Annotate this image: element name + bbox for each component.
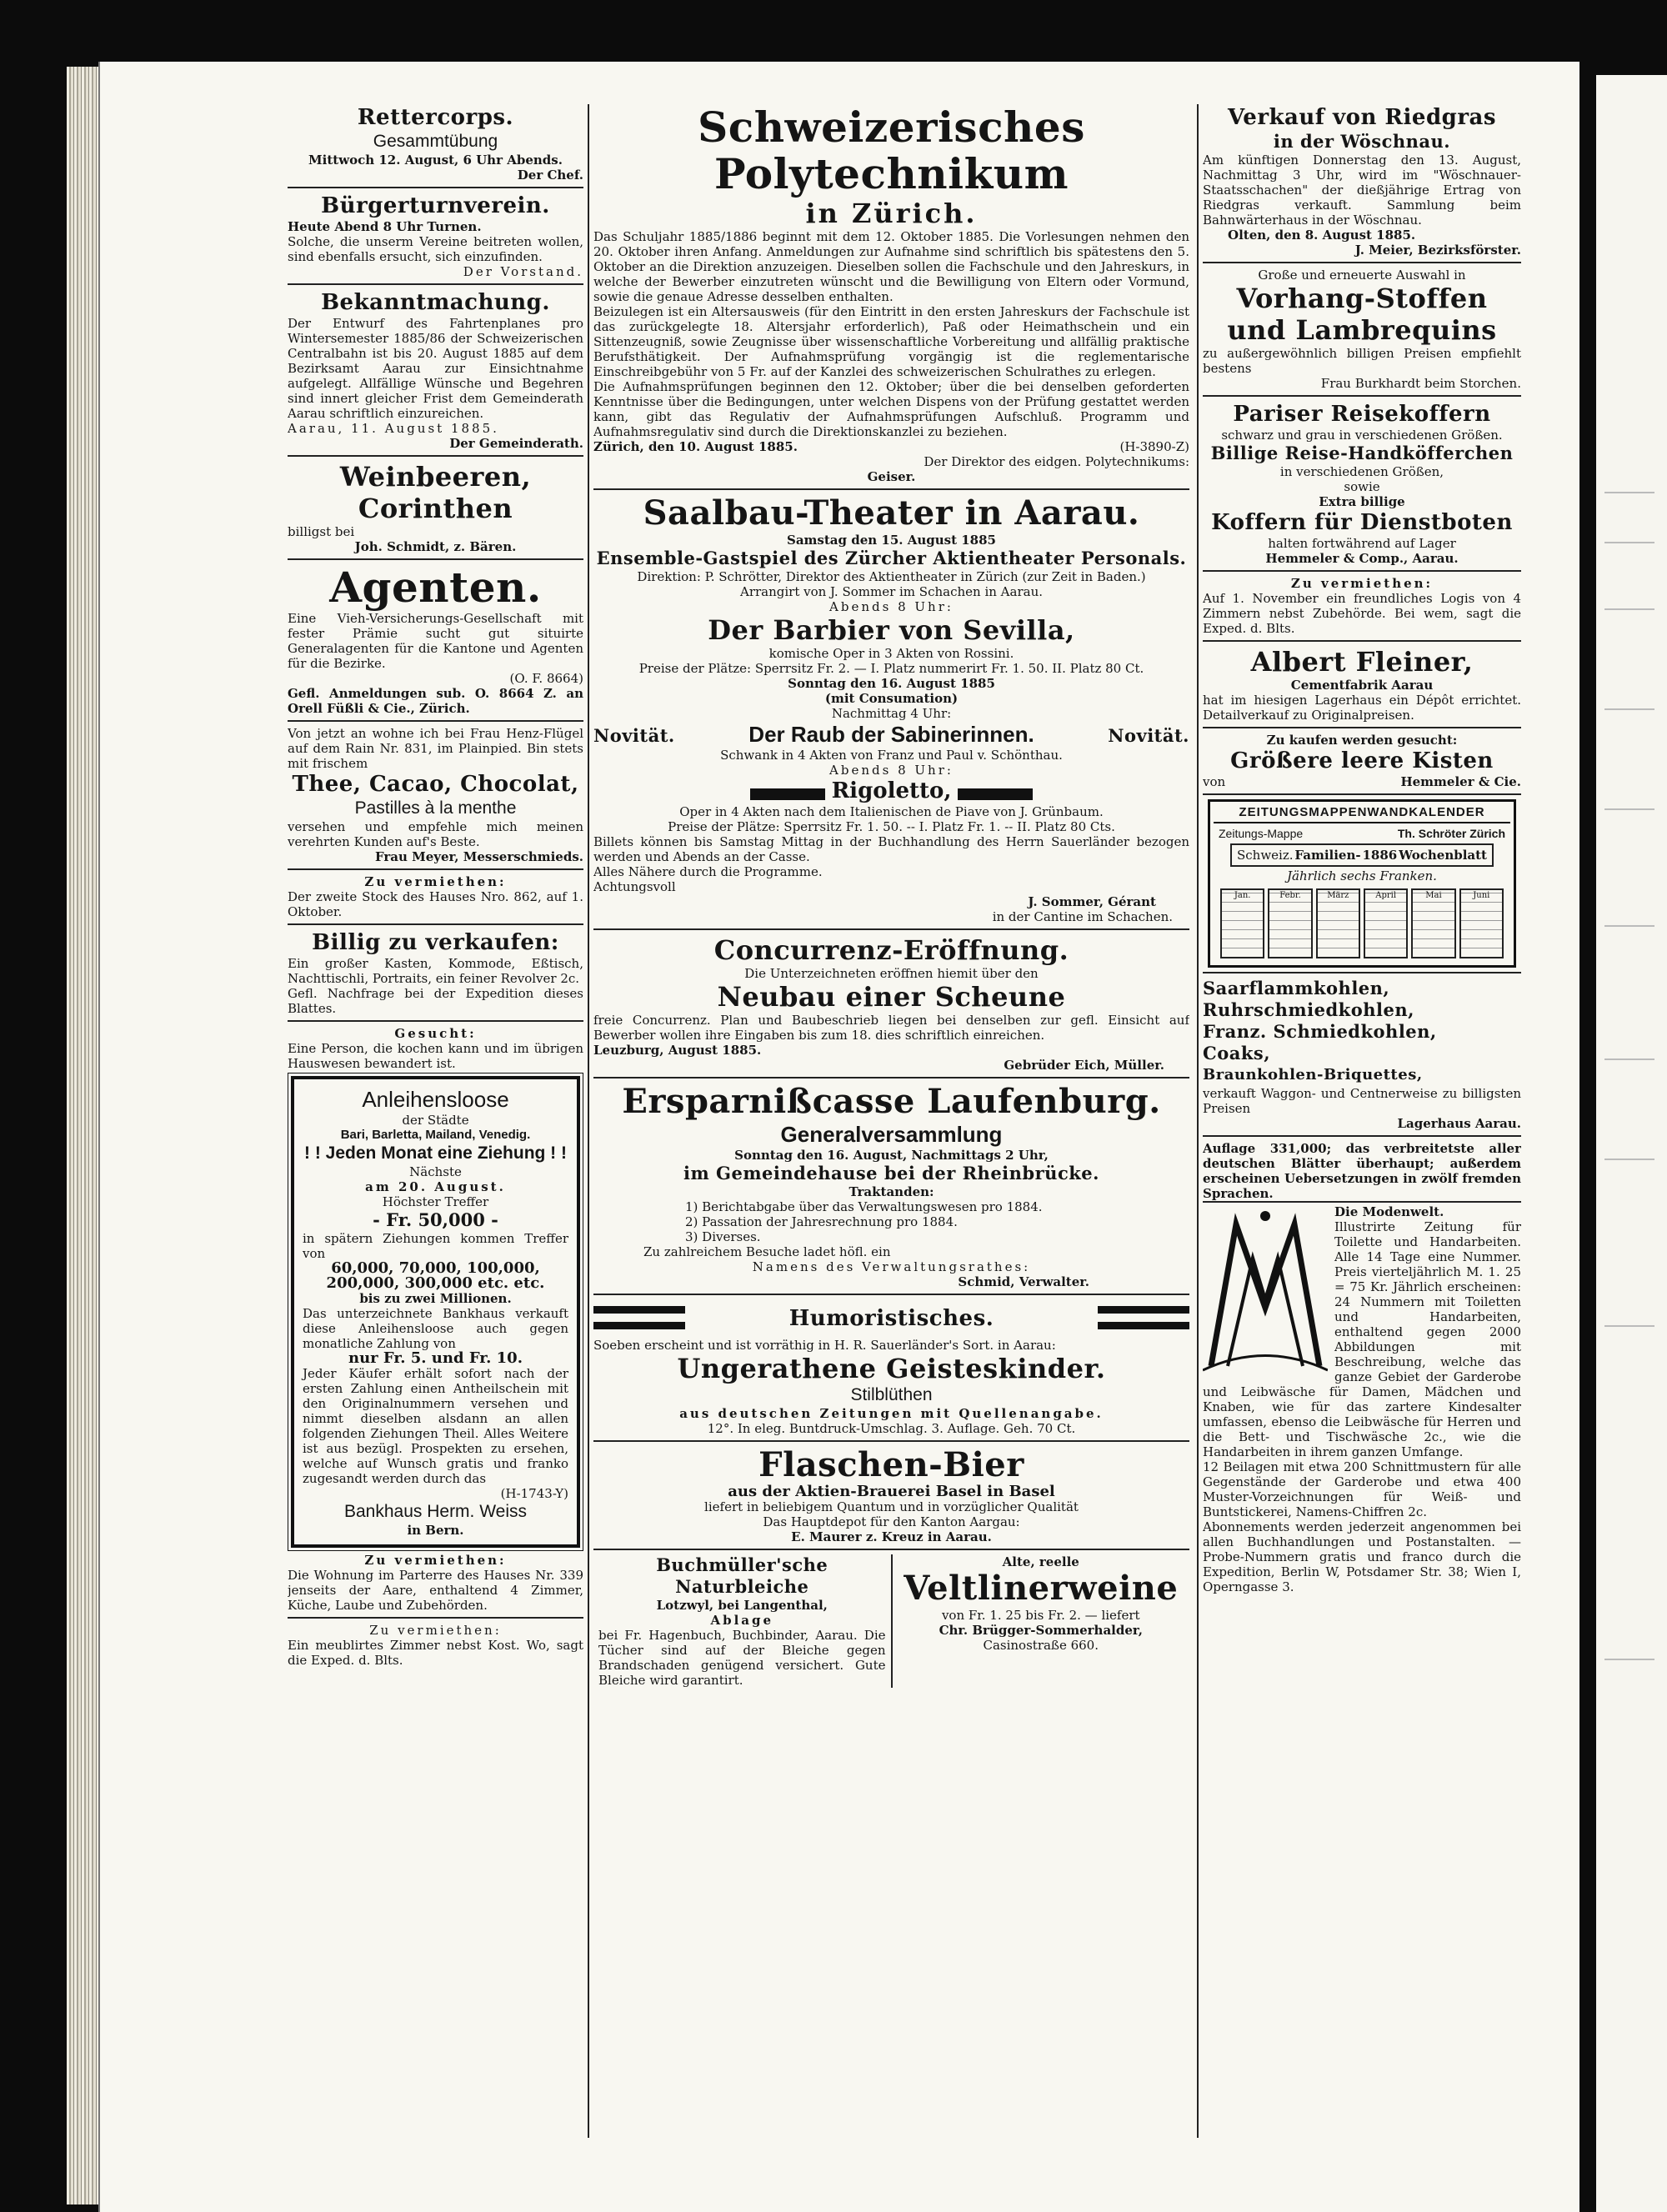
bottom-split xyxy=(593,1554,1189,1689)
ad-title: Franz. Schmiedkohlen, xyxy=(1203,1021,1437,1042)
ad-text: Schwank in 4 Akten von Franz und Paul v. Schönthau. xyxy=(720,748,1063,763)
ad-text: Eine Vieh-Versicherungs-Gesellschaft mit fester Prämie sucht gut situirte Generalagenten für die Kantone und Agenten für die Bezirke. xyxy=(288,611,583,671)
ad-text: Zeitungs-Mappe xyxy=(1219,827,1304,840)
ad-zu-vermiethen-3 xyxy=(288,1623,583,1668)
ad-title: Bekanntmachung. xyxy=(321,290,550,315)
ad-title: Verkauf von Riedgras xyxy=(1228,105,1496,130)
ad-subtitle: Größere leere Kisten xyxy=(1230,748,1494,773)
ad-title: und Lambrequins xyxy=(1227,314,1497,346)
ad-thee-cacao xyxy=(288,726,583,864)
ad-title: Der Barbier von Sevilla, xyxy=(708,614,1075,646)
ad-text: in verschiedenen Größen, xyxy=(1279,464,1444,479)
ad-kohlen xyxy=(1203,978,1521,1131)
ad-title: Saarflammkohlen, xyxy=(1203,978,1390,998)
ad-text: bis zu zwei Millionen. xyxy=(359,1291,512,1306)
ad-signature: Lagerhaus Aarau. xyxy=(1397,1116,1521,1131)
ad-naturbleiche xyxy=(593,1554,891,1688)
ad-text: Abends 8 Uhr: xyxy=(829,599,954,614)
ad-text: Illustrirte Zeitung für Toilette und Handarbeiten. Alle 14 Tage eine Nummer. Preis vierteljährlich M. 1. 25 = 75 Kr. Jährlich erscheinen: 24 Nummern mit Toiletten und Handarbeiten, enthaltend gegen 2000 Abbildungen mit Beschreibung, welche das ganze Gebiet der Garderobe und Leibwäsche für Damen, Mädchen und Knaben, wie für das zartere Kindesalter umfassen, ebenso die Leibwäsche für Herren und die Bett- und Tischwäsche 2c., wie die Handarbeiten in ihrem ganzen Umfange. xyxy=(1203,1219,1521,1459)
calendar-month: März xyxy=(1316,888,1360,958)
ad-text: Arrangirt von J. Sommer im Schachen in Aarau. xyxy=(739,584,1043,599)
ad-signature: Der Gemeinderath. xyxy=(449,436,583,451)
column-center xyxy=(593,104,1189,2129)
ad-text: von xyxy=(1203,774,1226,789)
ad-text: Direktion: P. Schrötter, Direktor des Aktientheater in Zürich (zur Zeit in Baden.) xyxy=(637,569,1146,584)
ad-text: 1886 xyxy=(1362,848,1398,863)
ad-wandkalender xyxy=(1208,799,1516,968)
ad-text: Nächste xyxy=(409,1164,462,1179)
ad-rettercorps xyxy=(288,104,583,183)
ad-price: Preise der Plätze: Sperrsitz Fr. 1. 50. -- I. Platz Fr. 1. -- II. Platz 80 Cts. xyxy=(668,819,1115,834)
ad-title: in der Wöschnau. xyxy=(1273,131,1451,152)
ad-text: Wochenblatt xyxy=(1399,848,1487,863)
agenda-item: 3) Diverses. xyxy=(685,1229,761,1244)
ad-title: Gesucht: xyxy=(394,1026,477,1041)
ad-weinbeeren xyxy=(288,461,583,554)
ad-text: Die Unterzeichneten eröffnen hiemit über den xyxy=(744,966,1039,981)
ad-polytechnikum xyxy=(593,104,1189,484)
ad-kisten-gesucht xyxy=(1203,733,1521,789)
ad-title: Veltlinerweine xyxy=(904,1569,1179,1608)
column-right xyxy=(1203,104,1521,2129)
ad-title: Pariser Reisekoffern xyxy=(1233,402,1491,427)
ad-price: von Fr. 1. 25 bis Fr. 2. — liefert xyxy=(941,1608,1140,1623)
calendar-month: Febr. xyxy=(1268,888,1312,958)
ad-text: Schweiz. xyxy=(1237,848,1294,863)
ad-text: Jeder Käufer erhält sofort nach der ersten Zahlung einen Antheilschein mit den Originalnummern versehen und nimmt dieselben alsdann an allen folgenden Ziehungen Theil. Alles Weitere ist aus bezügl. Prospekten zu ersehen, welche auf Wunsch gratis und franko zugesandt werden durch das xyxy=(303,1366,568,1486)
ad-text: Das Hauptdepot für den Kanton Aargau: xyxy=(763,1514,1020,1529)
ad-ersparnisscasse xyxy=(593,1083,1189,1289)
ad-title: Zu vermiethen: xyxy=(364,1553,507,1568)
novitaet-label: Novität. xyxy=(1108,725,1189,746)
ad-title: Zu vermiethen: xyxy=(364,874,507,889)
ad-signature: Casinostraße 660. xyxy=(983,1638,1099,1653)
ad-amount: 200,000, 300,000 etc. etc. xyxy=(326,1274,545,1292)
ad-title: Billig zu verkaufen: xyxy=(312,930,559,955)
ad-text: verkauft Waggon- und Centnerweise zu billigsten Preisen xyxy=(1203,1086,1521,1116)
ad-signature: Gebrüder Eich, Müller. xyxy=(1004,1058,1164,1073)
ad-text: Gefl. Anmeldungen sub. O. 8664 Z. an Orell Füßli & Cie., Zürich. xyxy=(288,686,583,716)
ad-text: sowie xyxy=(1344,479,1380,494)
ad-date: Sonntag den 16. August 1885 xyxy=(788,676,995,691)
ad-subtitle: Cementfabrik Aarau xyxy=(1290,678,1434,693)
agenda-item: 2) Passation der Jahresrechnung pro 1884. xyxy=(685,1214,958,1229)
calendar-month: Juni xyxy=(1459,888,1504,958)
ad-buergerturnverein xyxy=(288,193,583,279)
ad-text: Soeben erscheint und ist vorräthig in H. R. Sauerländer's Sort. in Aarau: xyxy=(593,1338,1056,1353)
ad-text: der Städte xyxy=(402,1113,469,1128)
ad-title: Weinbeeren, xyxy=(339,461,532,493)
ad-text: Mittwoch 12. August, 6 Uhr Abends. xyxy=(308,153,563,168)
ad-text: Namens des Verwaltungsrathes: xyxy=(752,1259,1031,1274)
ad-title: Flaschen-Bier xyxy=(758,1445,1024,1484)
ad-veltlinerweine xyxy=(891,1554,1190,1688)
ad-text: Achtungsvoll xyxy=(593,879,676,894)
ad-text: Familien- xyxy=(1294,848,1361,863)
ad-title: Humoristisches. xyxy=(788,1306,994,1331)
ad-text: Auflage 331,000; das verbreitetste aller deutschen Blätter überhaupt; außerdem erscheinen Uebersetzungen in zwölf fremden Sprachen. xyxy=(1203,1141,1521,1201)
ad-text: Alte, reelle xyxy=(1002,1554,1079,1569)
ad-text: Auf 1. November ein freundliches Logis von 4 Zimmern nebst Zubehörde. Bei wem, sagt die Exped. d. Blts. xyxy=(1203,591,1521,636)
ad-text: Alles Nähere durch die Programme. xyxy=(593,864,823,879)
ad-bekanntmachung xyxy=(288,289,583,451)
ad-gesucht xyxy=(288,1026,583,1071)
ad-title: Concurrenz-Eröffnung. xyxy=(713,934,1069,966)
column-left xyxy=(288,104,583,2129)
ad-billig-verkaufen xyxy=(288,929,583,1016)
ad-text: Abonnements werden jederzeit angenommen bei allen Buchhandlungen und Postanstalten. — Probe-Nummern gratis und franco durch die Expedition, Berlin W, Potsdamer Str. 38; Wien I, Operngasse 3. xyxy=(1203,1519,1521,1594)
calendar-grid xyxy=(1220,888,1504,958)
ad-text: zu außergewöhnlich billigen Preisen empfiehlt bestens xyxy=(1203,346,1521,376)
ad-title: ZEITUNGSMAPPENWANDKALENDER xyxy=(1214,805,1510,823)
ad-amount: 60,000, 70,000, 100,000, xyxy=(331,1259,540,1277)
ad-text: komische Oper in 3 Akten von Rossini. xyxy=(768,646,1014,661)
ad-signature: Frau Burkhardt beim Storchen. xyxy=(1320,376,1521,391)
ad-title: Thee, Cacao, Chocolat, xyxy=(292,772,579,797)
adjacent-page-margin xyxy=(1596,75,1667,2212)
modenwelt-monogram-icon xyxy=(1203,1208,1328,1374)
ad-signature: Geiser. xyxy=(867,469,916,484)
ad-signature: Joh. Schmidt, z. Bären. xyxy=(354,539,517,554)
ad-title: Zu vermiethen: xyxy=(1290,576,1434,591)
ad-text: Heute Abend 8 Uhr Turnen. xyxy=(288,219,482,234)
ad-subtitle: Gesammtübung xyxy=(373,132,498,151)
ad-text: Billets können bis Samstag Mittag in der Buchhandlung des Herrn Sauerländer bezogen werden und Abends an der Casse. xyxy=(593,834,1189,864)
ad-signature: Hemmeler & Cie. xyxy=(1400,774,1521,789)
raub-line xyxy=(593,721,1189,748)
ad-text: in spätern Ziehungen kommen Treffer von xyxy=(303,1231,568,1261)
ad-date: am 20. August. xyxy=(365,1179,506,1194)
calendar-month: April xyxy=(1364,888,1408,958)
ad-title: Der Raub der Sabinerinnen. xyxy=(748,722,1034,747)
ad-text: Ein großer Kasten, Kommode, Eßtisch, Nachttischli, Portraits, ein feiner Revolver 2c. xyxy=(288,956,583,986)
calendar-month: Mai xyxy=(1411,888,1455,958)
ad-humoristisches xyxy=(593,1299,1189,1436)
ad-price: 12°. In eleg. Buntdruck-Umschlag. 3. Auflage. Geh. 70 Ct. xyxy=(707,1421,1076,1436)
ad-title: Bürgerturnverein. xyxy=(321,193,550,218)
ad-auflage xyxy=(1203,1141,1521,1203)
ad-subtitle: Billige Reise-Handköfferchen xyxy=(1210,443,1514,463)
ad-subtitle: Stilblüthen xyxy=(850,1385,933,1404)
ad-zu-vermiethen-1 xyxy=(288,874,583,919)
ad-albert-fleiner xyxy=(1203,646,1521,723)
ad-text: versehen und empfehle mich meinen verehrten Kunden auf's Beste. xyxy=(288,819,583,849)
ad-signature: Der Chef. xyxy=(517,168,583,183)
ad-text: im Gemeindehause bei der Rheinbrücke. xyxy=(683,1163,1099,1184)
ad-title: Buchmüller'sche Naturbleiche xyxy=(656,1554,828,1597)
column-rule-1 xyxy=(588,104,589,2138)
ad-date: Samstag den 15. August 1885 xyxy=(787,533,996,548)
book-page-edges xyxy=(67,67,102,2204)
ad-date: Olten, den 8. August 1885. xyxy=(1228,228,1416,243)
ad-text: Traktanden: xyxy=(849,1184,934,1199)
ad-text: (mit Consumation) xyxy=(824,691,959,706)
ad-text: Große und erneuerte Auswahl in xyxy=(1258,268,1466,283)
ad-zu-vermiethen-2 xyxy=(288,1553,583,1613)
ad-reference: (H-1743-Y) xyxy=(500,1486,568,1501)
ad-text: Die Aufnahmsprüfungen beginnen den 12. Oktober; über die bei denselben geforderten Kenntnisse über die Bedingungen, unter welchen Dispens von der Prüfung gestattet werden kann, gibt das Regulativ der Aufnahmsprüfungen Aufschluß. Programm und Aufnahmsregulativ sind durch die Direktionskanzlei zu beziehen. xyxy=(593,379,1189,439)
ad-reference: (O. F. 8664) xyxy=(509,671,583,686)
ad-text: Solche, die unserm Vereine beitreten wollen, sind ebenfalls ersucht, sich einzufinden. xyxy=(288,234,583,264)
ad-anleihensloose xyxy=(291,1076,580,1548)
ad-text: Am künftigen Donnerstag den 13. August, Nachmittag 3 Uhr, wird im "Wöschnauer-Staatsschachen" der dießjährige Ertrag von Riedgras verkauft. Sammlung beim Bahnwärterhaus in der Wöschnau. xyxy=(1203,153,1521,228)
ad-title: Corinthen xyxy=(358,493,513,524)
ad-concurrenz xyxy=(593,934,1189,1073)
ad-title: Rettercorps. xyxy=(357,105,514,130)
ad-title: Koffern für Dienstboten xyxy=(1211,510,1513,535)
ad-modenwelt xyxy=(1203,1204,1521,1594)
column-rule-2 xyxy=(1197,104,1199,2138)
ad-signature: Frau Meyer, Messerschmieds. xyxy=(374,849,583,864)
ad-title: Saalbau-Theater in Aarau. xyxy=(643,493,1140,533)
ad-price: Preise der Plätze: Sperrsitz Fr. 2. — I. Platz nummerirt Fr. 1. 50. II. Platz 80 Ct. xyxy=(638,661,1144,676)
ad-date: Aarau, 11. August 1885. xyxy=(288,421,499,436)
ad-subtitle: ! ! Jeden Monat eine Ziehung ! ! xyxy=(304,1144,567,1163)
ad-text: Das unterzeichnete Bankhaus verkauft diese Anleihensloose auch gegen monatliche Zahlung von xyxy=(303,1306,568,1351)
ad-text: Bari, Barletta, Mailand, Venedig. xyxy=(340,1128,531,1142)
ad-text: Beizulegen ist ein Altersausweis (für den Eintritt in den ersten Jahreskurs der Fachschule ist das zurückgelegte 18. Altersjahr erforderlich), Paß oder Heimathschein und ein Sittenzeugniß, sowie Zeugnisse über wissenschaftliche Vorbereitung und allfällig praktische Berufsthätigkeit. Der Aufnahmsprüfung vorgängig ist die reglementarische Einschreibgebühr von 5 Fr. auf der Kanzlei des schweizerischen Schulrathes zu erlegen. xyxy=(593,304,1189,379)
ad-title: Braunkohlen-Briquettes, xyxy=(1203,1066,1423,1083)
ad-signature: Hemmeler & Comp., Aarau. xyxy=(1265,551,1459,566)
ad-signature: E. Maurer z. Kreuz in Aarau. xyxy=(791,1529,992,1544)
ad-reisekoffern xyxy=(1203,401,1521,566)
ad-text: Der zweite Stock des Hauses Nro. 862, auf 1. Oktober. xyxy=(288,889,583,919)
ad-text: Die Wohnung im Parterre des Hauses Nr. 339 jenseits der Aare, enthaltend 4 Zimmer, Küche, Laube und Zubehörden. xyxy=(288,1568,583,1613)
ad-text: Gefl. Nachfrage bei der Expedition dieses Blattes. xyxy=(288,986,583,1016)
ad-signature: J. Meier, Bezirksförster. xyxy=(1354,243,1521,258)
ad-text: Nachmittag 4 Uhr: xyxy=(831,706,952,721)
ad-riedgras xyxy=(1203,104,1521,258)
ad-title: Coaks, xyxy=(1203,1043,1271,1063)
ad-date: Leuzburg, August 1885. xyxy=(593,1043,762,1058)
ad-subtitle: Neubau einer Scheune xyxy=(717,981,1066,1013)
ad-text: halten fortwährend auf Lager xyxy=(1268,536,1456,551)
ad-title: Rigoletto, xyxy=(831,778,952,803)
ad-vorhang-stoffe xyxy=(1203,268,1521,391)
ad-text: Von jetzt an wohne ich bei Frau Henz-Flügel auf dem Rain Nr. 831, im Plainpied. Bin stets mit frischem xyxy=(288,726,583,771)
ad-text: in Bern. xyxy=(407,1523,464,1538)
ad-text: Zu zahlreichem Besuche ladet höfl. ein xyxy=(643,1244,891,1259)
ad-amount: nur Fr. 5. und Fr. 10. xyxy=(348,1349,523,1367)
ad-subtitle: Pastilles à la menthe xyxy=(354,798,517,818)
ad-text: Eine Person, die kochen kann und im übrigen Hauswesen bewandert ist. xyxy=(288,1041,583,1071)
ad-text: Th. Schröter Zürich xyxy=(1397,827,1505,840)
novitaet-label: Novität. xyxy=(593,725,675,746)
ad-signature: Chr. Brügger-Sommerhalder, xyxy=(939,1623,1143,1638)
ad-title: Albert Fleiner, xyxy=(1250,646,1474,678)
ad-date: Zürich, den 10. August 1885. xyxy=(593,439,798,454)
ad-title: Ersparnißcasse Laufenburg. xyxy=(622,1082,1161,1121)
ad-reference: (H-3890-Z) xyxy=(1119,439,1189,454)
ad-subtitle: in Zürich. xyxy=(805,198,978,229)
calendar-month: Jan. xyxy=(1220,888,1264,958)
ad-amount: - Fr. 50,000 - xyxy=(373,1209,498,1230)
ad-title: Schweizerisches Polytechnikum xyxy=(698,104,1085,198)
ad-text: Abends 8 Uhr: xyxy=(829,763,954,778)
ad-price: Jährlich sechs Franken. xyxy=(1287,868,1437,883)
ad-saalbau-theater xyxy=(593,494,1189,924)
ad-title: Die Modenwelt. xyxy=(1334,1204,1444,1219)
ad-signature: Bankhaus Herm. Weiss xyxy=(343,1502,528,1521)
ad-text: Ablage xyxy=(710,1613,774,1628)
ad-text: Das Schuljahr 1885/1886 beginnt mit dem 12. Oktober 1885. Die Vorlesungen nehmen den 20. Oktober ihren Anfang. Anmeldungen zur Aufnahme sind schriftlich bis spätestens den 5. Oktober an die Direktion anzuzeigen. Dieselben sollen die Fachschule und den Jahreskurs, in welche der Bewerber einzutreten wünscht und die Bewilligung von Eltern oder Vormund, sowie die genaue Adresse desselben enthalten. xyxy=(593,229,1189,304)
ad-signature: Schmid, Verwalter. xyxy=(958,1274,1089,1289)
ad-signature: in der Cantine im Schachen. xyxy=(992,909,1173,924)
ad-text: Oper in 4 Akten nach dem Italienischen de Piave von J. Grünbaum. xyxy=(679,804,1104,819)
ad-title: Zu vermiethen: xyxy=(369,1623,502,1638)
ad-subtitle: Ungerathene Geisteskinder. xyxy=(677,1353,1106,1384)
ad-zu-vermiethen-logis xyxy=(1203,576,1521,636)
ad-subtitle: aus der Aktien-Brauerei Basel in Basel xyxy=(728,1483,1055,1500)
ad-text: billigst bei xyxy=(288,524,355,539)
ad-text: 12 Beilagen mit etwa 200 Schnittmustern für alle Gegenstände der Garderobe und etwa 400 Muster-Vorzeichnungen für Weiß- und Buntstickerei, Namens-Chiffren 2c. xyxy=(1203,1459,1521,1519)
ad-text: Höchster Treffer xyxy=(382,1194,489,1209)
ad-signature: J. Sommer, Gérant xyxy=(1028,894,1156,909)
ad-title: Ruhrschmiedkohlen, xyxy=(1203,999,1414,1020)
ad-text: bei Fr. Hagenbuch, Buchbinder, Aarau. Die Tücher sind auf der Bleiche gegen Brandschaden genügend versichert. Gute Bleiche wird garantirt. xyxy=(598,1628,886,1688)
ad-subtitle: Ensemble-Gastspiel des Zürcher Aktientheater Personals. xyxy=(596,548,1187,568)
ad-text: Extra billige xyxy=(1319,494,1405,509)
ad-flaschen-bier xyxy=(593,1446,1189,1544)
ad-signature: Der Direktor des eidgen. Polytechnikums: xyxy=(924,454,1189,469)
ad-text: Ein meublirtes Zimmer nebst Kost. Wo, sagt die Exped. d. Blts. xyxy=(288,1638,583,1668)
ad-title: Anleihensloose xyxy=(362,1087,509,1112)
agenda-item: 1) Berichtabgabe über das Verwaltungswesen pro 1884. xyxy=(685,1199,1043,1214)
ad-subtitle: Generalversammlung xyxy=(780,1122,1003,1147)
ad-text: hat im hiesigen Lagerhaus ein Dépôt errichtet. Detailverkauf zu Originalpreisen. xyxy=(1203,693,1521,723)
ad-text: liefert in beliebigem Quantum und in vorzüglicher Qualität xyxy=(704,1499,1079,1514)
ad-signature: Der Vorstand. xyxy=(463,264,583,279)
ad-date: Sonntag den 16. August, Nachmittags 2 Uhr, xyxy=(734,1148,1049,1163)
ad-title: Agenten. xyxy=(329,563,542,612)
ad-text: aus deutschen Zeitungen mit Quellenangabe. xyxy=(679,1406,1104,1421)
ad-agenten xyxy=(288,564,583,716)
ad-title: Vorhang-Stoffen xyxy=(1236,283,1488,314)
ad-subtitle: Lotzwyl, bei Langenthal, xyxy=(656,1598,828,1613)
ad-text: schwarz und grau in verschiedenen Größen. xyxy=(1221,428,1503,443)
ad-title: Zu kaufen werden gesucht: xyxy=(1266,733,1458,748)
ad-text: Der Entwurf des Fahrtenplanes pro Wintersemester 1885/86 der Schweizerischen Centralbahn ist bis 20. August 1885 auf dem Bezirksamt Aarau zur Einsichtnahme aufgelegt. Allfällige Wünsche und Begehren sind innert gleicher Frist dem Gemeinderath Aarau schriftlich einzureichen. xyxy=(288,316,583,421)
ad-text: freie Concurrenz. Plan und Baubeschrieb liegen bei denselben zur gefl. Einsicht auf Bewerber wollen ihre Eingaben bis zum 18. dies schriftlich einreichen. xyxy=(593,1013,1189,1043)
